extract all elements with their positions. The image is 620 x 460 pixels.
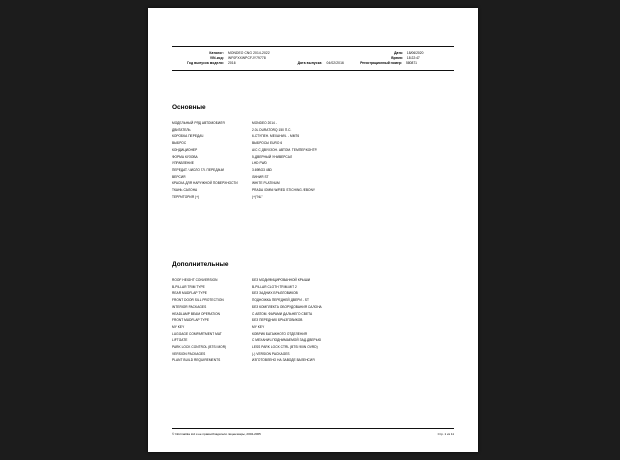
spec-label: ПЕРЕДАТ. ЧИСЛО ГЛ. ПЕРЕДАЧИ bbox=[172, 167, 225, 172]
spec-label: MY KEY bbox=[172, 324, 185, 329]
spec-row bbox=[172, 332, 454, 336]
spec-row bbox=[172, 298, 454, 302]
spec-label: ФОРМА КУЗОВА bbox=[172, 154, 198, 159]
header-row bbox=[172, 56, 454, 60]
spec-value: БЕЗ ЗАДНИХ БРЫЗГОВИКОВ bbox=[252, 291, 298, 296]
spec-label: ROOF HEIGHT CONVERSION bbox=[172, 278, 218, 282]
spec-label: КРАСКА ДЛЯ НАРУЖНОЙ ПОВЕРХНОСТИ bbox=[172, 181, 238, 186]
spec-row bbox=[172, 285, 454, 289]
date-value: 18/06/2020 bbox=[406, 51, 424, 55]
spec-row bbox=[172, 188, 454, 192]
spec-value: ВЫБРОСЫ EURO 6 bbox=[252, 141, 283, 146]
spec-label: ВЕРСИЯ bbox=[172, 174, 186, 179]
spec-label: КОРОБКА ПЕРЕДАЧ bbox=[172, 134, 204, 139]
time-label: Время: bbox=[391, 56, 403, 61]
spec-label: УПРАВЛЕНИЕ bbox=[172, 161, 194, 166]
spec-value: ЛИНИЯ ST bbox=[252, 174, 269, 179]
spec-row bbox=[172, 345, 454, 349]
spec-table-additional bbox=[172, 278, 454, 365]
vin-value: WF0FXXWPCFJY79778 bbox=[228, 56, 266, 61]
header-row bbox=[172, 51, 454, 55]
spec-label: ДВИГАТЕЛЬ bbox=[172, 127, 191, 132]
spec-label: PLANT BUILD REQUIREMENTS bbox=[172, 358, 221, 363]
spec-label: МОДЕЛЬНЫЙ РЯД АВТОМОБИЛЯ bbox=[172, 121, 225, 125]
spec-row bbox=[172, 141, 454, 145]
spec-value: (-) VERSION PACKAGES bbox=[252, 351, 290, 356]
catalog-value: MONDEO CNG 2014-2022 bbox=[228, 51, 270, 55]
spec-row bbox=[172, 181, 454, 185]
model-year-value: 2016 bbox=[228, 61, 236, 66]
spec-row bbox=[172, 291, 454, 295]
spec-value: БЕЗ ПЕРЕДНИХ БРЫЗГОВИКОВ bbox=[252, 318, 303, 323]
spec-table-main bbox=[172, 121, 454, 201]
spec-value: LHD FWD bbox=[252, 161, 267, 166]
spec-row bbox=[172, 168, 454, 172]
time-value: 18:22:47 bbox=[406, 56, 420, 61]
spec-value: 3.69BG3 48D bbox=[252, 167, 272, 172]
spec-row bbox=[172, 161, 454, 165]
spec-row bbox=[172, 318, 454, 322]
page-number: Стр. 1 из 11 bbox=[437, 432, 454, 436]
spec-row bbox=[172, 325, 454, 329]
spec-label: REAR MUDFLAP TYPE bbox=[172, 291, 207, 296]
spec-row bbox=[172, 305, 454, 309]
spec-value: 5-ДВЕРНЫЙ УНИВЕРСАЛ bbox=[252, 154, 293, 159]
reg-number-label: Регистрационный номер: bbox=[360, 61, 402, 66]
spec-value: 6-СТУПЕН. МЕХАНИЧ. - MMT6 bbox=[252, 134, 300, 139]
header-row bbox=[172, 61, 454, 65]
document-page bbox=[148, 8, 478, 452]
spec-row bbox=[172, 352, 454, 356]
spec-label: FRONT DOOR SILL PROTECTION bbox=[172, 298, 224, 303]
spec-value: С МЕХАНИЧ.ПОДНИМАЕМОЙ ЗАД.ДВЕРЬЮ bbox=[252, 338, 322, 343]
spec-value: B-PILLAR CLOTH TRIM-MIT 2 bbox=[252, 284, 297, 289]
spec-value: ИЗГОТОВЛЕНО НА ЗАВОДЕ ВАЛЕНСИЯ bbox=[252, 358, 315, 363]
spec-row bbox=[172, 312, 454, 316]
spec-value: MONDEO 2014 - bbox=[252, 121, 277, 125]
spec-row bbox=[172, 278, 454, 282]
spec-row bbox=[172, 155, 454, 159]
build-date-label: Дата выпуска: bbox=[297, 61, 323, 66]
section-title-additional: Дополнительные bbox=[172, 261, 229, 268]
reg-number-value: 580871 bbox=[406, 61, 418, 66]
spec-label: ТКАНЬ САЛОНА bbox=[172, 188, 198, 193]
spec-label: LUGGAGE COMPARTMENT MAT bbox=[172, 331, 222, 336]
spec-value: БЕЗ КОМПЛЕКТА ОБОРУДОВАНИЯ САЛОНА bbox=[252, 304, 322, 309]
spec-value: MY KEY bbox=[252, 324, 265, 329]
document-footer bbox=[172, 428, 454, 436]
spec-row bbox=[172, 175, 454, 179]
spec-row bbox=[172, 358, 454, 362]
spec-label: HEADLAMP BEAM OPERATION bbox=[172, 311, 220, 316]
model-year-label: Год выпуска модели: bbox=[187, 61, 224, 66]
spec-value: КОВРИК БАГАЖНОГО ОТДЕЛЕНИЯ bbox=[252, 331, 308, 336]
copyright-text: © Informatika Ltd и ее правообладатели лицензиары, 2004-2005 bbox=[172, 432, 261, 436]
spec-label: INTERIOR PACKAGES bbox=[172, 304, 207, 309]
spec-label: FRONT MUDFLAP TYPE bbox=[172, 318, 210, 323]
spec-label: КОНДИЦИОНЕР bbox=[172, 147, 198, 152]
spec-label: B-PILLAR TRIM TYPE bbox=[172, 284, 205, 289]
spec-value: С АВТОМ. ФАРАМИ ДАЛЬНЕГО СВЕТА bbox=[252, 311, 313, 316]
spec-label: LIFTGATE bbox=[172, 338, 188, 343]
vin-label: VIN-код: bbox=[209, 56, 224, 61]
spec-label: ТЕРРИТОРИЯ (+) bbox=[172, 194, 200, 199]
document-header bbox=[172, 46, 454, 71]
build-date-value: 04/02/2016 bbox=[326, 61, 344, 66]
spec-value: LESS PARK LOCK CTRL (BTSI 90IN OVRD) bbox=[252, 345, 318, 350]
spec-row bbox=[172, 338, 454, 342]
spec-value: WHITE PLATINUM bbox=[252, 181, 280, 186]
spec-row bbox=[172, 128, 454, 132]
spec-label: ВЫБРОС bbox=[172, 141, 187, 146]
spec-value: БЕЗ МОДИФИЦИРОВАННОЙ КРЫШИ bbox=[252, 278, 311, 282]
spec-label: PARK LOCK CONTROL (BTSI MOR) bbox=[172, 345, 227, 350]
spec-row bbox=[172, 195, 454, 199]
spec-row bbox=[172, 134, 454, 138]
spec-label: VERSION PACKAGES bbox=[172, 351, 206, 356]
spec-value: 2.0L DURATORQ 150 П.С. bbox=[252, 127, 292, 132]
spec-value: ПОДНОЖКА ПЕРЕДНЕЙ ДВЕРИ - ST bbox=[252, 298, 309, 303]
catalog-label: Каталог: bbox=[209, 51, 224, 55]
spec-value: PRADA /OMNI W/RED STICHING /EBONY bbox=[252, 188, 316, 193]
spec-value: A/C С ДВУХЗОН. АВТОМ. ТЕМПЕР.КОНТР. bbox=[252, 147, 318, 152]
spec-row bbox=[172, 148, 454, 152]
spec-value: (+)"NL" bbox=[252, 194, 263, 199]
section-title-main: Основные bbox=[172, 104, 206, 111]
date-label: Дата: bbox=[394, 51, 403, 55]
spec-row bbox=[172, 121, 454, 125]
